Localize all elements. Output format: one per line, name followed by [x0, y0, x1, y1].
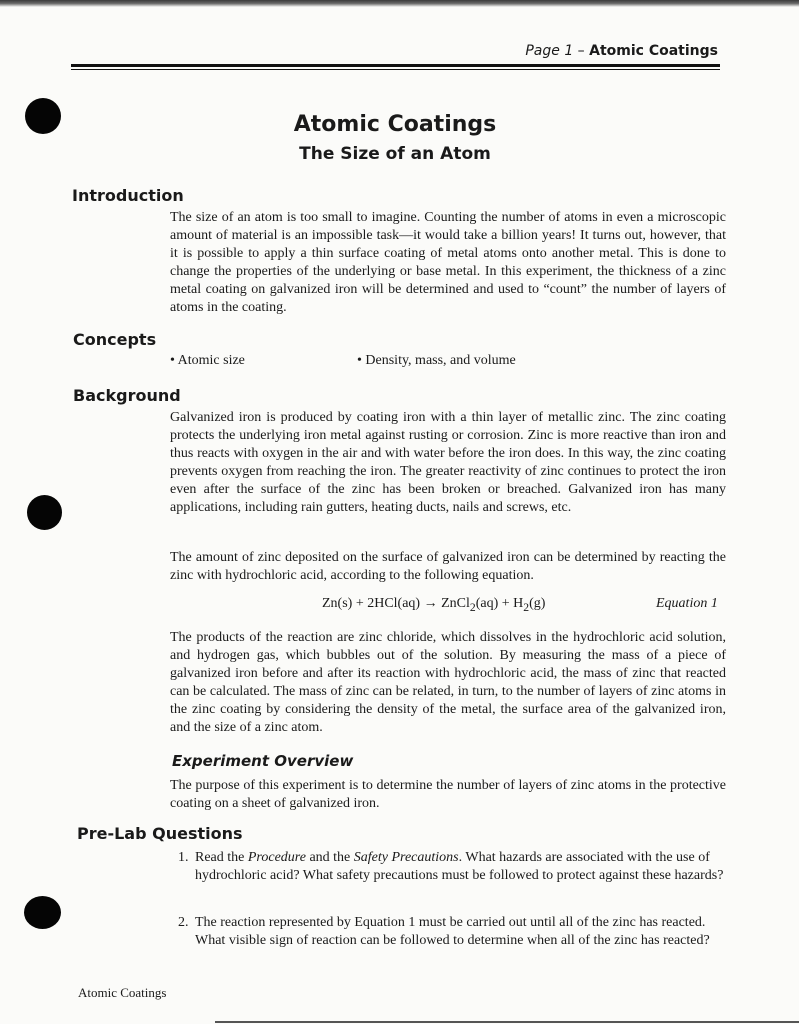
introduction-text: The size of an atom is too small to imagine. Counting the number of atoms in even a microscopic amount of material is an impossible task—it would take a billion years! It turns out, however, that it is possible to apply a thin surface coating of metal atoms onto another metal. This is done to change the properties of the underlying or base metal. In this experiment, the thickness of a zinc metal coating on galvanized iron will be determined and used to “count” the number of layers of atoms in the coating. [170, 210, 726, 315]
concepts-heading: Concepts [73, 330, 157, 349]
page-number: Page 1 [525, 43, 574, 59]
header-rule-thick [71, 64, 720, 67]
chemical-equation [322, 596, 545, 614]
background-heading: Background [73, 386, 181, 405]
scan-edge-top [0, 0, 799, 7]
header-rule-thin [71, 69, 720, 70]
scan-edge-bottom [215, 1021, 799, 1023]
equation-reactants: Zn(s) + 2HCl(aq) [322, 596, 421, 611]
question-number: 2. [178, 915, 189, 930]
binder-hole-bottom [24, 896, 61, 929]
question-number: 1. [178, 850, 189, 865]
background-paragraph-1: Galvanized iron is produced by coating iron with a thin layer of metallic zinc. The zinc coating protects the underlying iron metal against rusting or corrosion. Zinc is more reactive than iron and thus reacts with oxygen in the air and with water before the iron does. In this way, the zinc coating prevents oxygen from reaching the iron. The greater reactivity of zinc continues to protect the iron even after the surface of the zinc has been broken or breached. Galvanized iron has many applications, including rain gutters, heating ducts, nails and screws, etc. [170, 410, 726, 515]
running-header [400, 43, 718, 59]
equation-label: Equation 1 [656, 596, 718, 611]
reaction-arrow: → [423, 596, 438, 611]
concept-item-label: Atomic size [177, 353, 245, 368]
binder-hole-middle [27, 495, 62, 530]
concept-item: • Density, mass, and volume [357, 353, 516, 368]
equation-plus: + [501, 596, 510, 611]
question-text: The reaction represented by Equation 1 must be carried out until all of the zinc has reacted. What visible sign of reaction can be followed to determine when all of the zinc has reacted? [195, 915, 710, 948]
question-text: Read the Procedure and the Safety Precautions. What hazards are associated with the use of hydrochloric acid? What safety precautions must be followed to protect against these hazards? [195, 850, 724, 883]
experiment-overview-heading: Experiment Overview [172, 752, 354, 770]
equation-product-zinc-chloride: ZnCl$_2$(aq) [441, 596, 499, 614]
experiment-overview-text: The purpose of this experiment is to determine the number of layers of zinc atoms in the protective coating on a sheet of galvanized iron. [170, 778, 726, 811]
equation-product-hydrogen: $H_2(g)$ [513, 596, 546, 614]
background-paragraph-3: The products of the reaction are zinc chloride, which dissolves in the hydrochloric acid solution, and hydrogen gas, which bubbles out of the solution. By measuring the mass of a piece of galvanized iron before and after its reaction with hydrochloric acid, the mass of zinc that reacted can be calculated. The mass of zinc can be related, in turn, to the number of layers of zinc atoms in the zinc coating by considering the density of the metal, the surface area of the galvanized iron, and the size of a zinc atom. [170, 630, 726, 735]
concept-item: • Atomic size [170, 353, 245, 368]
prelab-heading: Pre-Lab Questions [77, 824, 243, 843]
concept-item-label: Density, mass, and volume [365, 353, 516, 368]
running-title: Atomic Coatings [589, 43, 718, 59]
header-separator: – [573, 43, 590, 59]
page-subtitle: The Size of an Atom [299, 144, 491, 164]
introduction-heading: Introduction [72, 186, 184, 205]
page-footer: Atomic Coatings [78, 985, 167, 1000]
page-title: Atomic Coatings [293, 112, 497, 137]
background-paragraph-2: The amount of zinc deposited on the surface of galvanized iron can be determined by reacting the zinc with hydrochloric acid, according to the following equation. [170, 550, 726, 583]
